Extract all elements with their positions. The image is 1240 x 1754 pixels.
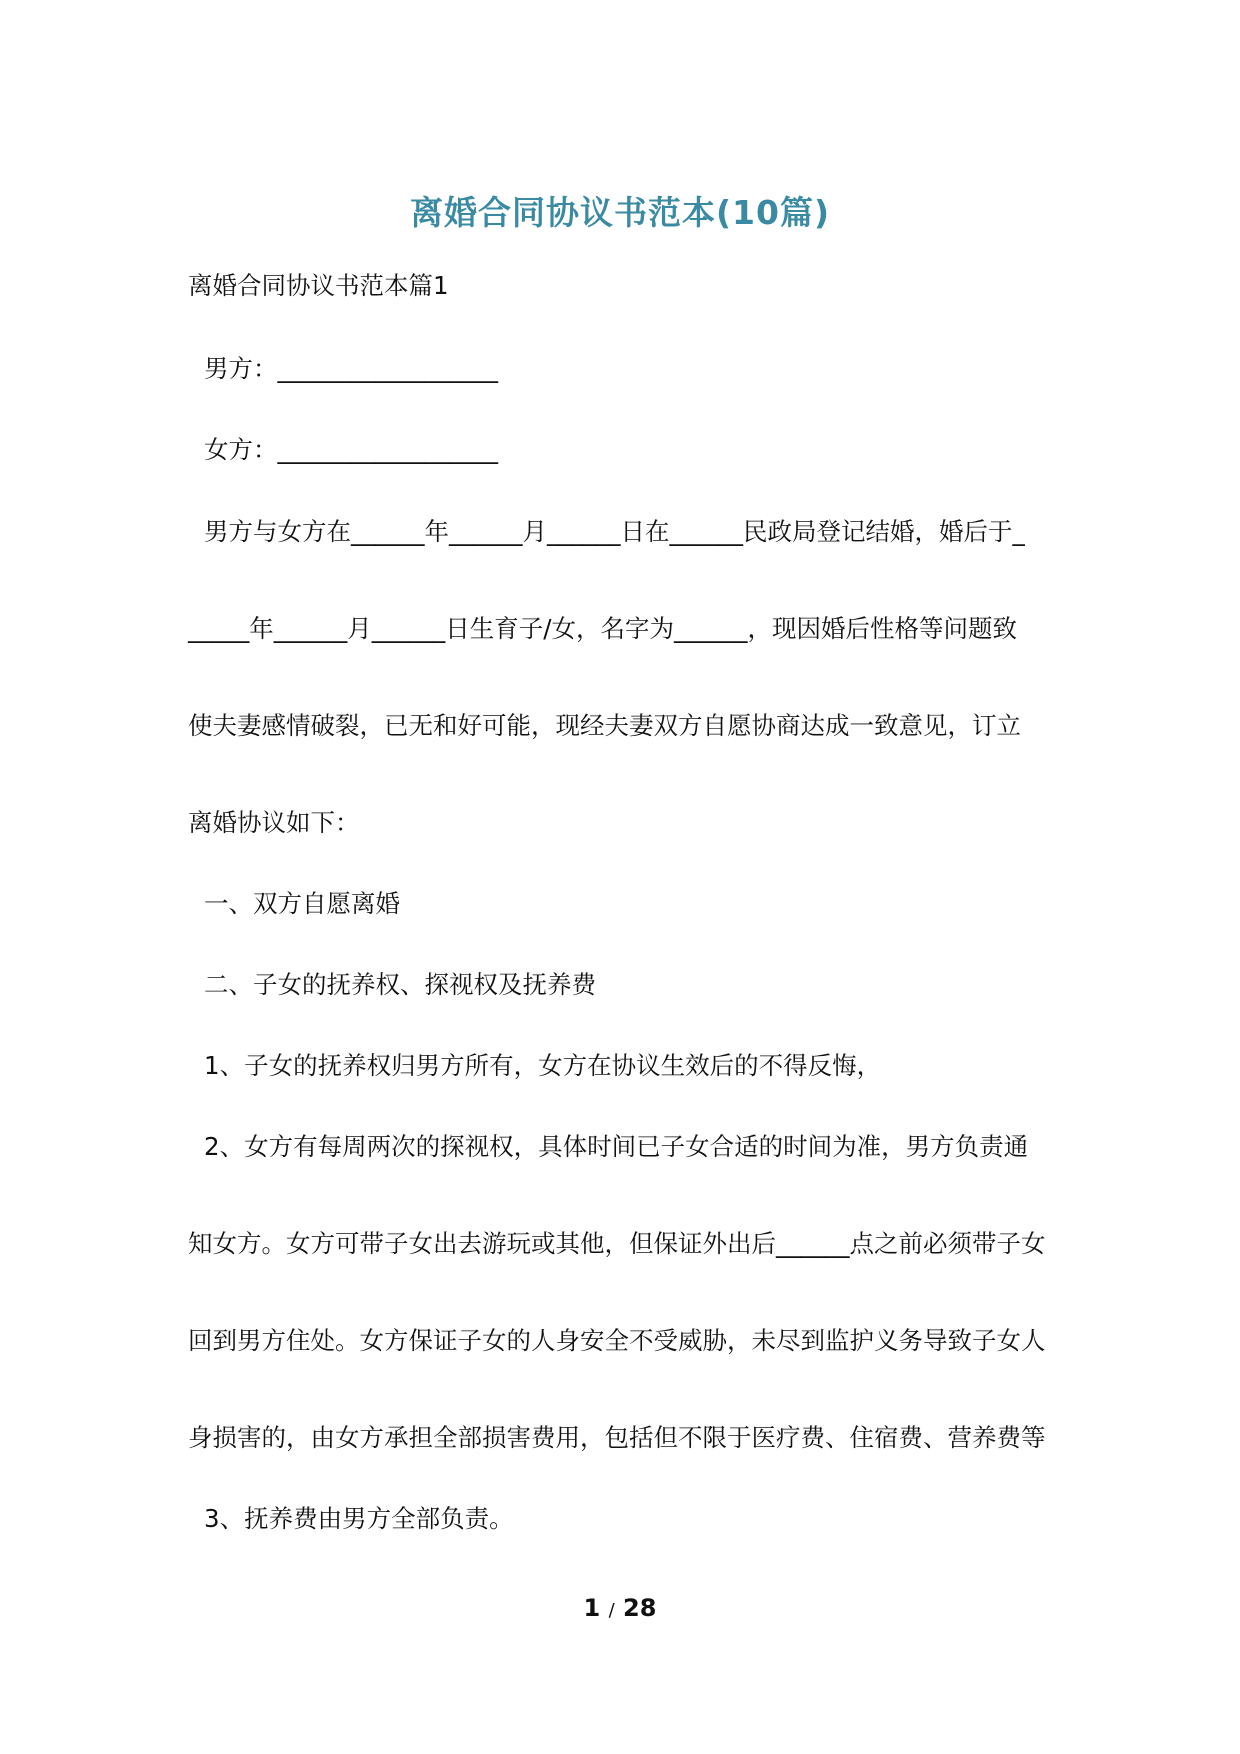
paragraph-line: 回到男方住处。女方保证子女的人身安全不受威胁，未尽到监护义务导致子女人 xyxy=(188,1326,1046,1355)
paragraph-line: 男方与女方在______年______月______日在______民政局登记结婚，婚后于_ xyxy=(204,517,1025,546)
paragraph-line: 知女方。女方可带子女出去游玩或其他，但保证外出后______点之前必须带子女 xyxy=(188,1229,1046,1258)
paragraph-line: 离婚协议如下： xyxy=(188,808,360,837)
paragraph-line: 使夫妻感情破裂，已无和好可能，现经夫妻双方自愿协商达成一致意见，订立 xyxy=(188,711,1021,740)
total-page-count: 28 xyxy=(623,1594,657,1622)
clause-heading: 一、双方自愿离婚 xyxy=(204,889,400,918)
page-number xyxy=(0,1596,1240,1620)
paragraph-line: 身损害的，由女方承担全部损害费用，包括但不限于医疗费、住宿费、营养费等 xyxy=(188,1423,1046,1452)
page-separator: / xyxy=(608,1600,615,1621)
clause-item: 3、抚养费由男方全部负责。 xyxy=(204,1504,514,1533)
clause-item: 2、女方有每周两次的探视权，具体时间已子女合适的时间为准，男方负责通 xyxy=(204,1132,1029,1161)
wife-field: 女方：__________________ xyxy=(204,435,498,464)
husband-field: 男方：__________________ xyxy=(204,354,498,383)
current-page-number: 1 xyxy=(583,1594,601,1622)
clause-heading: 二、子女的抚养权、探视权及抚养费 xyxy=(204,970,596,999)
paragraph-line: _____年______月______日生育子/女，名字为______，现因婚后性格等问题致 xyxy=(188,614,1018,643)
document-title: 离婚合同协议书范本(10篇) xyxy=(409,193,831,232)
section-heading: 离婚合同协议书范本篇1 xyxy=(188,271,449,300)
clause-item: 1、子女的抚养权归男方所有，女方在协议生效后的不得反悔， xyxy=(204,1051,882,1080)
